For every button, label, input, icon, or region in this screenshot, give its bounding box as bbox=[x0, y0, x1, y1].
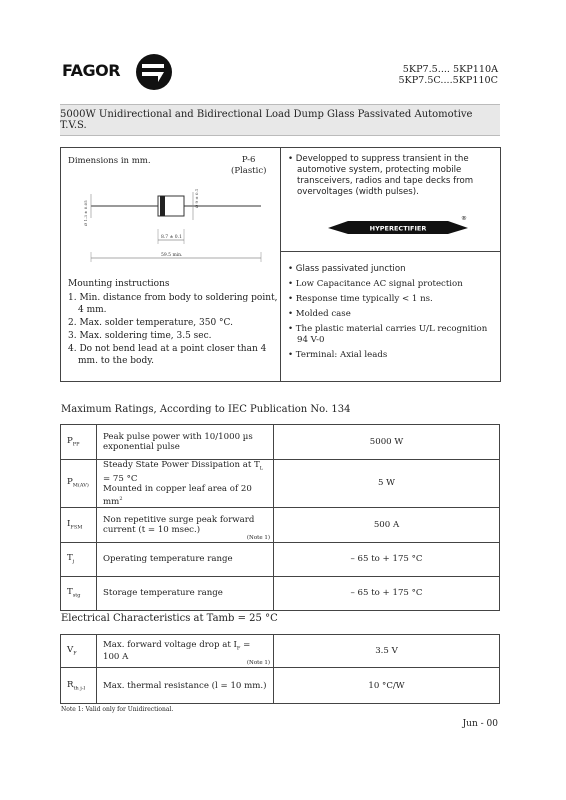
value-cell: – 65 to + 175 °C bbox=[274, 542, 500, 576]
fagor-emblem-icon bbox=[134, 52, 174, 92]
value-cell: 500 A bbox=[274, 507, 500, 542]
package-outline-drawing bbox=[81, 174, 271, 269]
feature-item: • Glass passivated junction bbox=[288, 264, 406, 274]
body-diameter-label: Ø 9 ± 0.1 bbox=[194, 188, 199, 208]
table-row bbox=[61, 576, 500, 610]
revision-date: Jun - 00 bbox=[462, 719, 498, 729]
part-number-line-2: 5KP7.5C....5KP110C bbox=[398, 75, 498, 86]
symbol-cell: $R_{th j-l}$ bbox=[61, 668, 97, 704]
value-cell: 5000 W bbox=[274, 425, 500, 460]
max-ratings-title: Maximum Ratings, According to IEC Publication No. 134 bbox=[61, 404, 351, 415]
registered-mark: ® bbox=[461, 216, 467, 222]
table-row bbox=[61, 635, 500, 668]
symbol-cell: $P_{PP}$ bbox=[61, 425, 97, 460]
description-cell: Max. thermal resistance (l = 10 mm.) bbox=[97, 668, 274, 704]
part-number-line-1: 5KP7.5.... 5KP110A bbox=[402, 64, 498, 75]
hyperectifier-text: HYPERECTIFIER bbox=[369, 224, 427, 233]
feature-item: • Molded case bbox=[288, 309, 351, 319]
table-row bbox=[61, 507, 500, 542]
value-cell: – 65 to + 175 °C bbox=[274, 576, 500, 610]
dimensions-label: Dimensions in mm. bbox=[68, 156, 151, 166]
brand-name: FAGOR bbox=[62, 61, 121, 80]
description-cell: Max. forward voltage drop at $I_F = 100$ A (Note 1) bbox=[97, 635, 274, 668]
symbol-cell: $P_{M(AV)}$ bbox=[61, 460, 97, 508]
table-row bbox=[61, 460, 500, 508]
table-row bbox=[61, 542, 500, 576]
symbol-cell: $I_{FSM}$ bbox=[61, 507, 97, 542]
document-title: 5000W Unidirectional and Bidirectional Load Dump Glass Passivated Automotive T.V.S. bbox=[60, 104, 500, 136]
table-row bbox=[61, 425, 500, 460]
frame-divider-horizontal bbox=[281, 251, 500, 252]
note-ref: (Note 1) bbox=[246, 534, 270, 541]
value-cell: 3.5 V bbox=[274, 635, 500, 668]
description-cell: Steady State Power Dissipation at $T_L = 75$ °C Mounted in copper leaf area of 20 $mm^2$ bbox=[97, 460, 274, 508]
mounting-instructions bbox=[68, 278, 280, 368]
lead-diameter-label: Ø 1.3 ± 0.05 bbox=[83, 200, 88, 226]
description-cell: Non repetitive surge peak forward current (t = 10 msec.) (Note 1) bbox=[97, 507, 274, 542]
mounting-item: 2. Max. solder temperature, 350 °C. bbox=[68, 318, 233, 328]
mounting-item: 1. Min. distance from body to soldering point, 4 mm. bbox=[68, 293, 278, 315]
value-cell: 10 °C/W bbox=[274, 668, 500, 704]
body-length-label: 8.7 ± 0.1 bbox=[161, 235, 182, 240]
fagor-logo bbox=[62, 52, 174, 92]
symbol-cell: $T_{stg}$ bbox=[61, 576, 97, 610]
table-row bbox=[61, 668, 500, 704]
mounting-heading: Mounting instructions bbox=[68, 279, 170, 289]
footnote: Note 1: Valid only for Unidirectional. bbox=[61, 706, 174, 713]
frame-divider-vertical bbox=[280, 148, 281, 381]
mounting-item: 3. Max. soldering time, 3.5 sec. bbox=[68, 331, 212, 341]
package-code-text: P-6 bbox=[241, 155, 256, 165]
note-ref: (Note 1) bbox=[246, 660, 270, 666]
package-frame bbox=[60, 147, 501, 382]
feature-item: • The plastic material carries U/L recognition 94 V-0 bbox=[288, 324, 488, 345]
package-type: (Plastic) bbox=[231, 166, 267, 176]
electrical-title: Electrical Characteristics at Tamb = 25 °C bbox=[61, 613, 278, 624]
feature-item: • Response time typically < 1 ns. bbox=[288, 294, 433, 304]
feature-main-text: • Developped to suppress transient in the automotive system, protecting mobile transceivers, radios and tape decks from overvoltages (width pulses). bbox=[288, 154, 474, 197]
feature-list bbox=[288, 264, 493, 365]
description-cell: Operating temperature range bbox=[97, 542, 274, 576]
total-length-label: 59.5 min. bbox=[161, 253, 183, 258]
feature-item: • Terminal: Axial leads bbox=[288, 350, 388, 360]
mounting-item: 4. Do not bend lead at a point closer than 4 mm. to the body. bbox=[68, 344, 267, 366]
max-ratings-table bbox=[60, 424, 500, 611]
cathode-band bbox=[160, 196, 165, 216]
hyperectifier-logo bbox=[328, 216, 468, 238]
description-cell: Peak pulse power with 10/1000 µs exponential pulse bbox=[97, 425, 274, 460]
electrical-table bbox=[60, 634, 500, 704]
symbol-cell: $T_j$ bbox=[61, 542, 97, 576]
value-cell: 5 W bbox=[274, 460, 500, 508]
part-numbers bbox=[398, 64, 498, 86]
feature-main bbox=[288, 154, 493, 198]
feature-item: • Low Capacitance AC signal protection bbox=[288, 279, 463, 289]
description-cell: Storage temperature range bbox=[97, 576, 274, 610]
symbol-cell: $V_F$ bbox=[61, 635, 97, 668]
